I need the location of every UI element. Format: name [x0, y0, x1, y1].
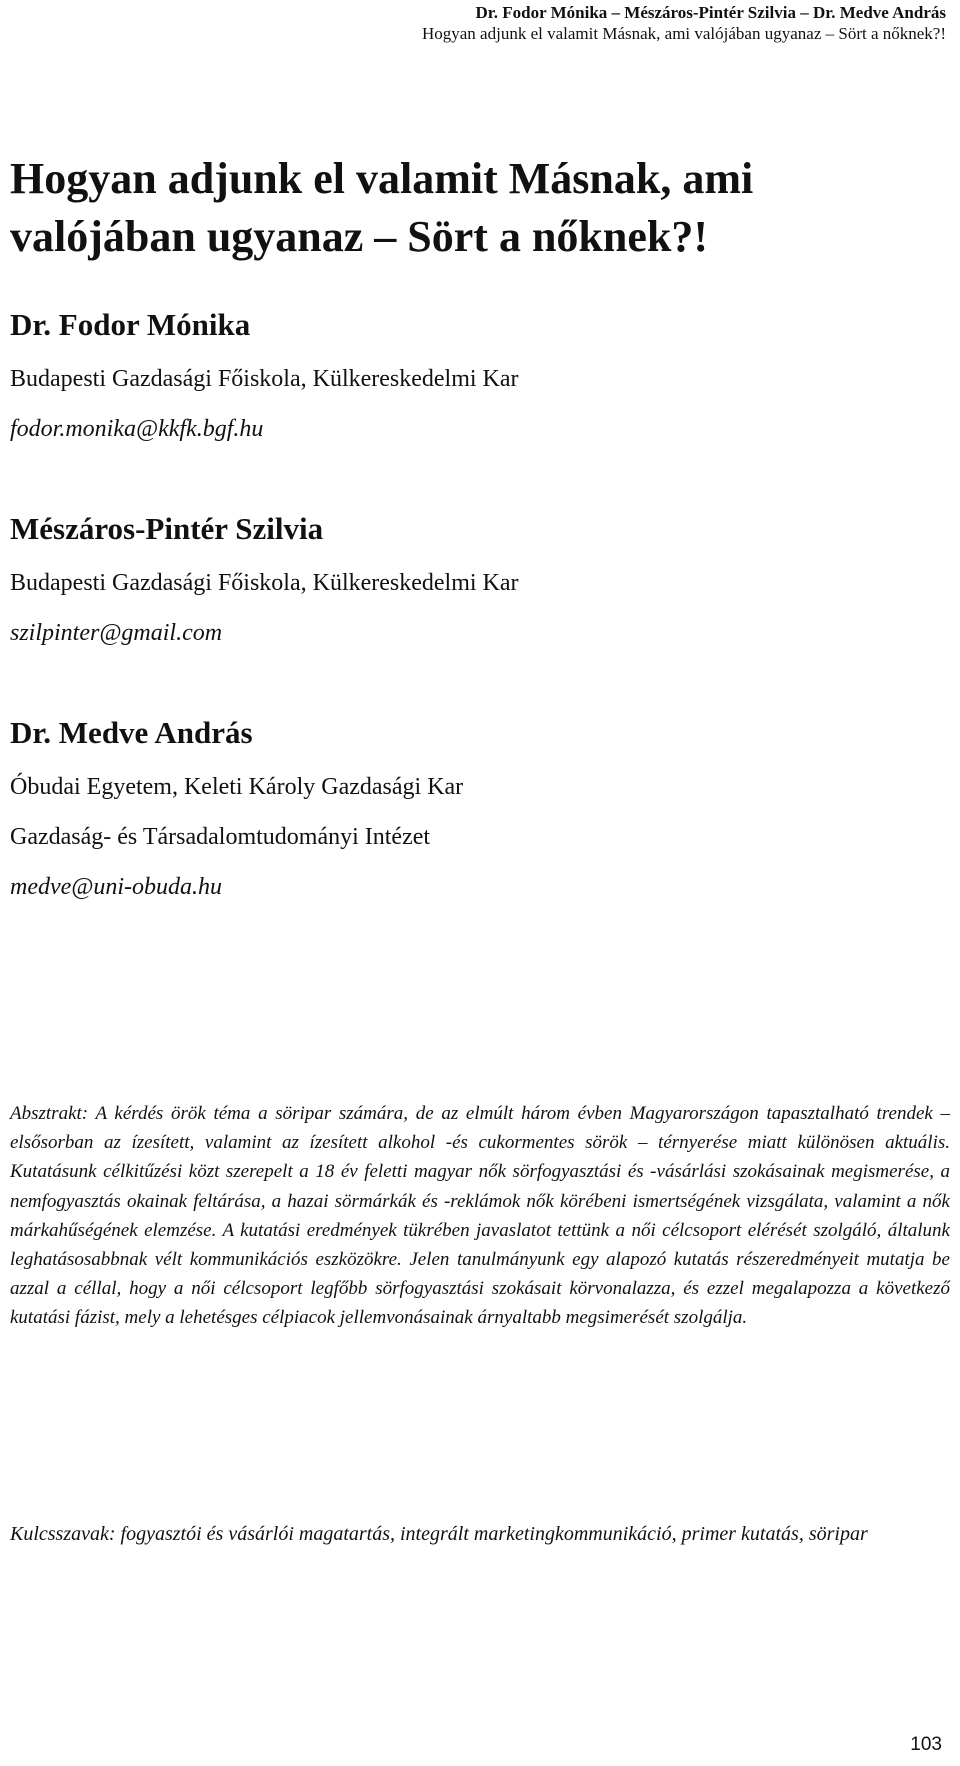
- author-name: Dr. Fodor Mónika: [10, 307, 251, 342]
- abstract: [10, 1099, 950, 1333]
- keywords-text: fogyasztói és vásárlói magatartás, integrált marketingkommunikáció, primer kutatás, söripar: [120, 1523, 868, 1545]
- abstract-text-continued: Kutatásunk célkitűzési közt szerepelt a 18 év feletti magyar nők sörfogyasztási és -vásárlási szokásainak megismerése, a nemfogyasztás okainak feltárása, a hazai sörmárkák és -reklámok nők körébeni ismertségének vizsgálata, valamint a nők márkahűségének elemzése. A kutatási eredmények tükrében javaslatot tettünk a női célcsoport elérését szolgáló, általunk leghatásosabbnak vélt kommunikációs eszközökre. Jelen tanulmányunk egy alapozó kutatás részeredményeit mutatja be azzal a céllal, hogy a női célcsoport legfőbb sörfogyasztási szokásait körvonalazza, és ezzel megalapozza a következő kutatási fázist, mely a lehetésges célpiacok jellemvonásainak árnyaltabb megsimerését szolgálja.: [10, 1161, 950, 1329]
- abstract-text: A kérdés örök téma a söripar számára, de az elmúlt három évben Magyarországon tapasztalható trendek – elsősorban az ízesített, valamint az ízesített alkohol -és cukormentes sörök – térnyerése miatt különösen aktuális.: [10, 1103, 950, 1154]
- author-affiliation: Budapesti Gazdasági Főiskola, Külkereskedelmi Kar: [10, 366, 519, 392]
- author-email[interactable]: szilpinter@gmail.com: [10, 620, 223, 646]
- author-block-1: [10, 306, 940, 444]
- abstract-label: Absztrakt:: [10, 1103, 89, 1124]
- author-affiliation: Budapesti Gazdasági Főiskola, Külkereskedelmi Kar: [10, 570, 519, 596]
- author-name: Dr. Medve András: [10, 715, 253, 750]
- author-name: Mészáros-Pintér Szilvia: [10, 511, 324, 546]
- author-affiliation: Óbudai Egyetem, Keleti Károly Gazdasági Kar: [10, 774, 464, 800]
- page-number: 103: [910, 1734, 942, 1755]
- author-email[interactable]: fodor.monika@kkfk.bgf.hu: [10, 416, 264, 442]
- author-block-3: [10, 714, 940, 902]
- author-affiliation: Gazdaság- és Társadalomtudományi Intézet: [10, 824, 431, 850]
- paper-title: [10, 150, 940, 266]
- keywords: [10, 1520, 950, 1549]
- paper-title-line-1: Hogyan adjunk el valamit Másnak, ami: [10, 154, 754, 203]
- paper-title-line-2: valójában ugyanaz – Sört a nőknek?!: [10, 212, 709, 261]
- running-header: [422, 2, 946, 44]
- author-email[interactable]: medve@uni-obuda.hu: [10, 874, 223, 900]
- running-header-authors: Dr. Fodor Mónika – Mészáros-Pintér Szilvia – Dr. Medve András: [475, 3, 946, 22]
- running-header-title: Hogyan adjunk el valamit Másnak, ami valójában ugyanaz – Sört a nőknek?!: [421, 24, 946, 43]
- author-block-2: [10, 510, 940, 648]
- keywords-label: Kulcsszavak:: [10, 1523, 116, 1545]
